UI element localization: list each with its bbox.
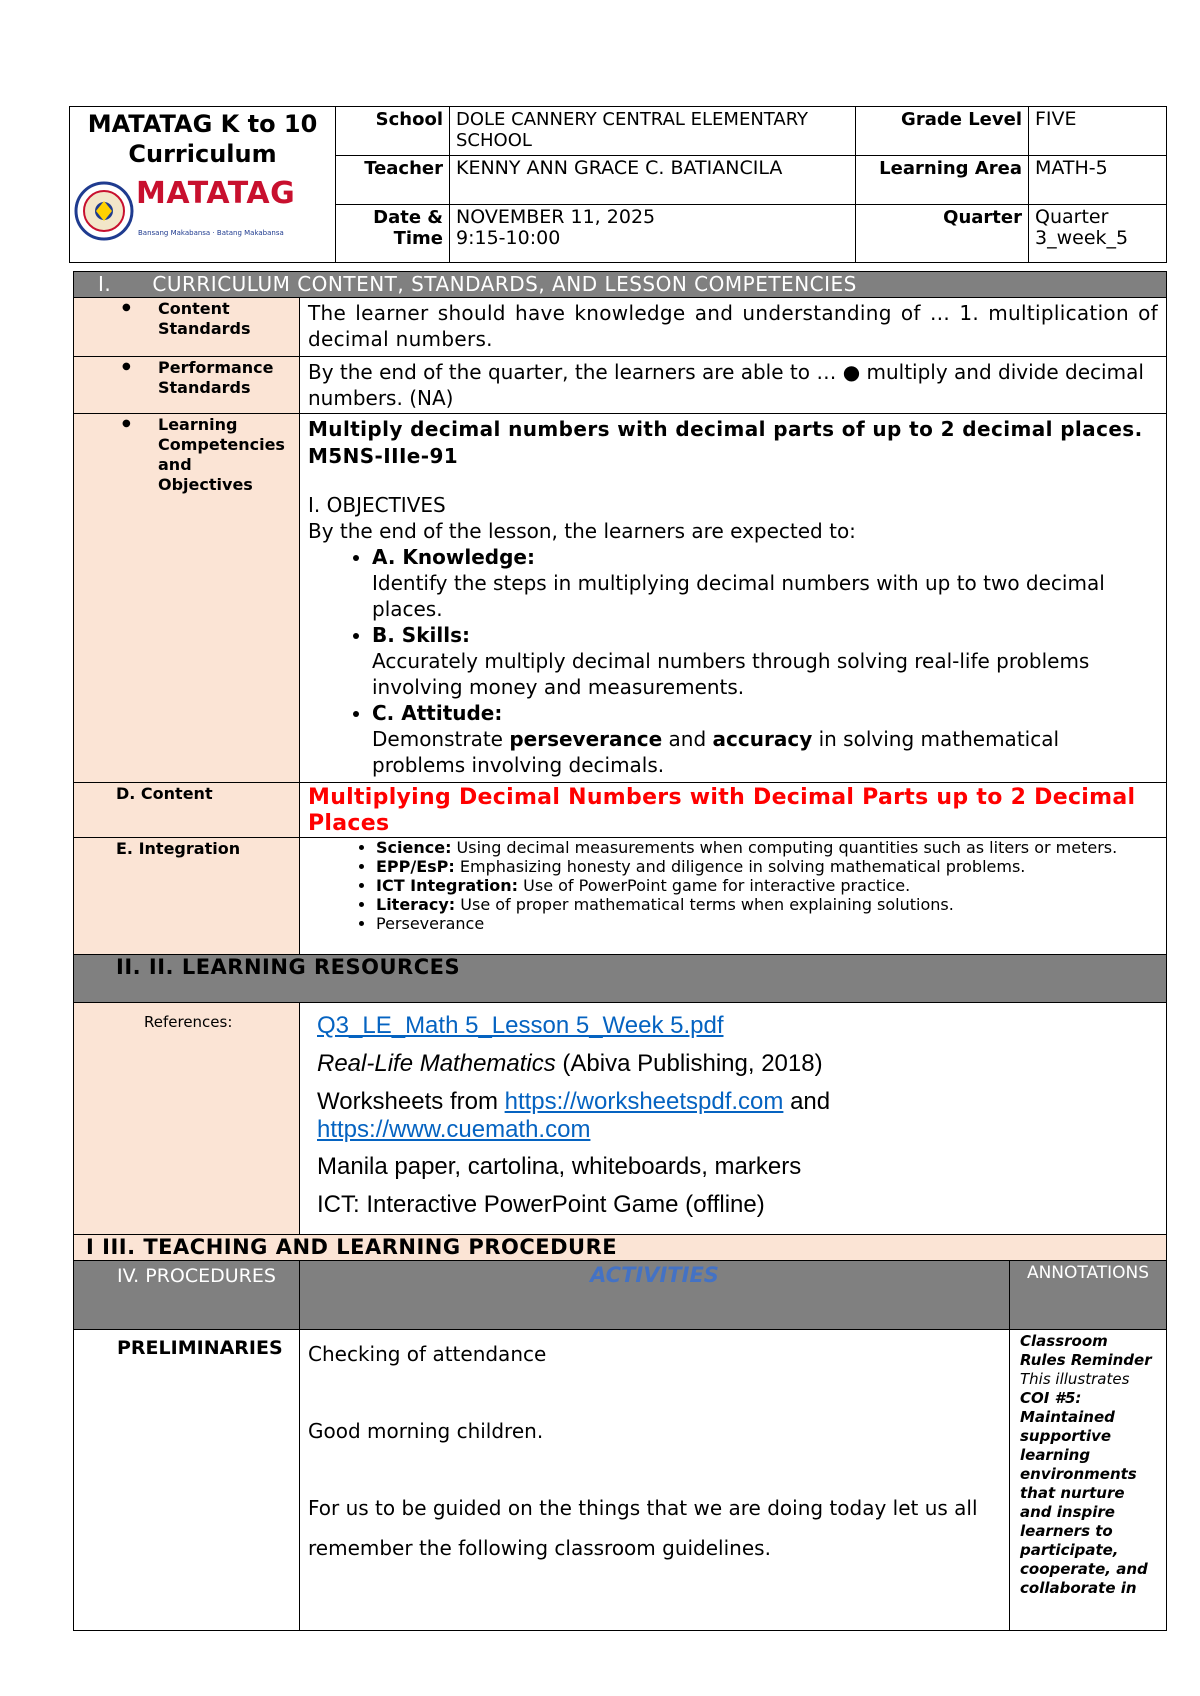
area-label: Learning Area [856, 156, 1029, 205]
grade-label: Grade Level [856, 107, 1029, 156]
logo-word: MATATAG [136, 176, 296, 211]
integration-item: • ICT Integration: Use of PowerPoint game for interactive practice. [376, 876, 1158, 895]
ref-book: Real-Life Mathematics (Abiva Publishing, 2018) [317, 1050, 823, 1077]
integration-item: • Literacy: Use of proper mathematical terms when explaining solutions. [376, 895, 1158, 914]
annotations-cell [1009, 1329, 1167, 1631]
quarter-value: Quarter 3_week_5 [1029, 205, 1167, 263]
preliminaries-activities [299, 1329, 1010, 1631]
grade-value: FIVE [1029, 107, 1167, 156]
header-table [69, 106, 1167, 263]
section1-band [73, 271, 1167, 298]
deped-seal-icon [74, 181, 134, 241]
content-standards-label: Content Standards [158, 299, 251, 338]
objectives-heading: I. OBJECTIVES [308, 493, 446, 517]
references-cell [299, 1002, 1167, 1235]
references-label-cell [73, 1002, 300, 1235]
brand-cell [70, 107, 336, 263]
date-value: NOVEMBER 11, 2025 [456, 206, 656, 228]
competency-text: Multiply decimal numbers with decimal parts of up to 2 decimal places. M5NS-IIIe-91 [308, 417, 1143, 468]
ref-materials: Manila paper, cartolina, whiteboards, markers [317, 1153, 802, 1180]
integration-label-cell [73, 837, 300, 955]
activity-greeting: Good morning children. [308, 1419, 544, 1443]
section3-band [73, 1234, 1167, 1261]
worksheetspdf-link[interactable]: https://worksheetspdf.com [504, 1088, 784, 1115]
annotation-rules: Classroom Rules Reminder [1020, 1332, 1152, 1369]
bullet-icon: ● [122, 302, 131, 313]
competencies-cell [299, 413, 1167, 783]
content-label-cell [73, 782, 300, 838]
objective-skills: • B. Skills: Accurately multiply decimal numbers through solving real-life problems involving money and measurements. [372, 622, 1158, 700]
integration-list [308, 838, 1158, 933]
section3-title: I III. TEACHING AND LEARNING PROCEDURE [86, 1235, 618, 1259]
annotation-coi: COI #5: Maintained supportive learning environments that nurture and inspire learners to participate, cooperate, and collaborate in [1020, 1389, 1148, 1597]
integration-item: • Science: Using decimal measurements when computing quantities such as liters or meters. [376, 838, 1158, 857]
logo-tagline: Bansang Makabansa · Batang Makabansa [138, 229, 284, 237]
content-label: D. Content [116, 784, 213, 803]
content-standards-label-cell [73, 297, 300, 357]
references-label: References: [144, 1013, 233, 1031]
integration-cell [299, 837, 1167, 955]
activities-header: ACTIVITIES [590, 1263, 719, 1287]
ref-ict: ICT: Interactive PowerPoint Game (offline) [317, 1191, 765, 1218]
date-label: Date & Time [336, 205, 450, 263]
activity-attendance: Checking of attendance [308, 1342, 547, 1366]
integration-item: • Perseverance [376, 914, 1158, 933]
performance-label: Performance Standards [158, 358, 274, 397]
annotations-header: ANNOTATIONS [1009, 1260, 1167, 1330]
time-value: 9:15-10:00 [456, 227, 561, 249]
bullet-icon: ● [122, 418, 131, 429]
annotation-illustrates: This illustrates [1020, 1370, 1130, 1388]
school-label: School [336, 107, 450, 156]
integration-item: • EPP/EsP: Emphasizing honesty and diligence in solving mathematical problems. [376, 857, 1158, 876]
matatag-logo [70, 176, 335, 249]
teacher-label: Teacher [336, 156, 450, 205]
area-value: MATH-5 [1029, 156, 1167, 205]
ref-worksheets: Worksheets from https://worksheetspdf.com and https://www.cuemath.com [317, 1088, 831, 1143]
bullet-icon: ● [122, 361, 131, 372]
school-value: DOLE CANNERY CENTRAL ELEMENTARY SCHOOL [450, 107, 856, 156]
objectives-list [308, 544, 1158, 778]
section2-band [73, 954, 1167, 1003]
curriculum-title: MATATAG K to 10 Curriculum [87, 110, 318, 168]
cuemath-link[interactable]: https://www.cuemath.com [317, 1116, 591, 1143]
performance-label-cell [73, 356, 300, 414]
content-text: Multiplying Decimal Numbers with Decimal Parts up to 2 Decimal Places [299, 782, 1167, 838]
procedures-header: IV. PROCEDURES [73, 1260, 300, 1330]
objective-attitude: • C. Attitude: Demonstrate perseverance and accuracy in solving mathematical problems involving decimals. [372, 700, 1158, 778]
section2-title: II. II. LEARNING RESOURCES [116, 955, 461, 979]
content-standards-text: The learner should have knowledge and understanding of … 1. multiplication of decimal numbers. [299, 297, 1167, 357]
preliminaries-label: PRELIMINARIES [73, 1329, 300, 1631]
competencies-label-cell [73, 413, 300, 783]
teacher-value: KENNY ANN GRACE C. BATIANCILA [450, 156, 856, 205]
section1-title: I. CURRICULUM CONTENT, STANDARDS, AND LESSON COMPETENCIES [98, 272, 857, 296]
integration-label: E. Integration [116, 839, 241, 858]
lesson-pdf-link[interactable]: Q3_LE_Math 5_Lesson 5_Week 5.pdf [317, 1012, 724, 1039]
activity-guidelines: For us to be guided on the things that we are doing today let us all remember the following classroom guidelines. [308, 1496, 978, 1560]
objectives-intro: By the end of the lesson, the learners are expected to: [308, 519, 856, 543]
performance-text: By the end of the quarter, the learners are able to … ● multiply and divide decimal numbers. (NA) [299, 356, 1167, 414]
date-time-value [450, 205, 856, 263]
activities-header-cell [299, 1260, 1010, 1330]
objective-knowledge: • A. Knowledge: Identify the steps in multiplying decimal numbers with up to two decimal places. [372, 544, 1158, 622]
quarter-label: Quarter [856, 205, 1029, 263]
competencies-label: Learning Competencies and Objectives [158, 415, 285, 494]
